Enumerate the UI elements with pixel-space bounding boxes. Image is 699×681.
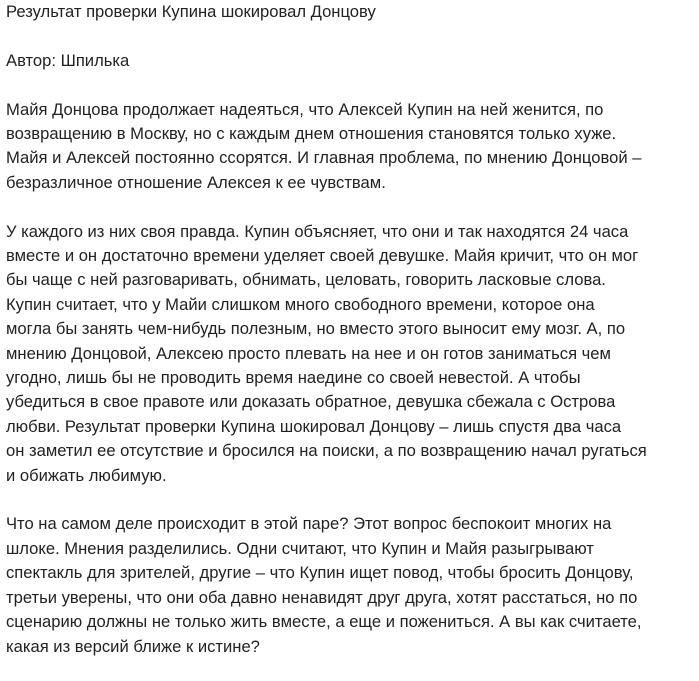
paragraph-line: возвращению в Москву, но с каждым днем отношения становятся только хуже. bbox=[6, 124, 617, 143]
paragraph-line: шлоке. Мнения разделились. Одни считают, что Купин и Майя разыгрывают bbox=[6, 538, 594, 558]
paragraph-line: могла бы занять чем-нибудь полезным, но вместо этого выносит ему мозг. А, по bbox=[6, 319, 626, 339]
paragraph-line: он заметил ее отсутствие и бросился на поиски, а по возвращению начал ругаться bbox=[6, 441, 647, 461]
paragraph-line: безразличное отношение Алексея к ее чувствам. bbox=[6, 172, 386, 192]
article-title: Результат проверки Купина шокировал Донцову bbox=[6, 2, 376, 21]
paragraph-line: третьи уверены, что они оба давно ненавидят друг друга, хотят расстаться, но по bbox=[6, 587, 638, 607]
paragraph-line: бы чаще с ней разговаривать, обнимать, целовать, говорить ласковые слова. bbox=[6, 270, 606, 290]
paragraph-line: Майя Донцова продолжает надеяться, что Алексей Купин на ней женится, по bbox=[6, 99, 604, 119]
paragraph-line: и обижать любимую. bbox=[6, 465, 167, 485]
paragraph-line: сценарию должны не только жить вместе, а еще и пожениться. А вы как считаете, bbox=[6, 612, 642, 632]
article-author: Автор: Шпилька bbox=[6, 50, 130, 70]
paragraph-2 bbox=[6, 220, 691, 488]
paragraph-line: мнению Донцовой, Алексею просто плевать на нее и он готов заниматься чем bbox=[6, 343, 611, 363]
paragraph-1 bbox=[6, 98, 691, 196]
paragraph-line: Майя и Алексей постоянно ссорятся. И главная проблема, по мнению Донцовой – bbox=[6, 148, 642, 168]
paragraph-line: вместе и он достаточно времени уделяет своей девушке. Майя кричит, что он мог bbox=[6, 246, 639, 266]
paragraph-line: спектакль для зрителей, другие – что Купин ищет повод, чтобы бросить Донцову, bbox=[6, 563, 634, 583]
paragraph-line: какая из версий ближе к истине? bbox=[6, 636, 260, 656]
paragraph-3 bbox=[6, 512, 691, 658]
paragraph-line: Что на самом деле происходит в этой паре? Этот вопрос беспокоит многих на bbox=[6, 514, 612, 534]
paragraph-line: любви. Результат проверки Купина шокировал Донцову – лишь спустя два часа bbox=[6, 416, 622, 436]
article bbox=[6, 0, 691, 659]
paragraph-line: убедиться в свое правоте или доказать обратное, девушка сбежала с Острова bbox=[6, 392, 616, 412]
paragraph-line: Купин считает, что у Майи слишком много свободного времени, которое она bbox=[6, 294, 595, 314]
paragraph-line: У каждого из них своя правда. Купин объясняет, что они и так находятся 24 часа bbox=[6, 221, 629, 241]
paragraph-line: угодно, лишь бы не проводить время наедине со своей невестой. А чтобы bbox=[6, 368, 581, 388]
